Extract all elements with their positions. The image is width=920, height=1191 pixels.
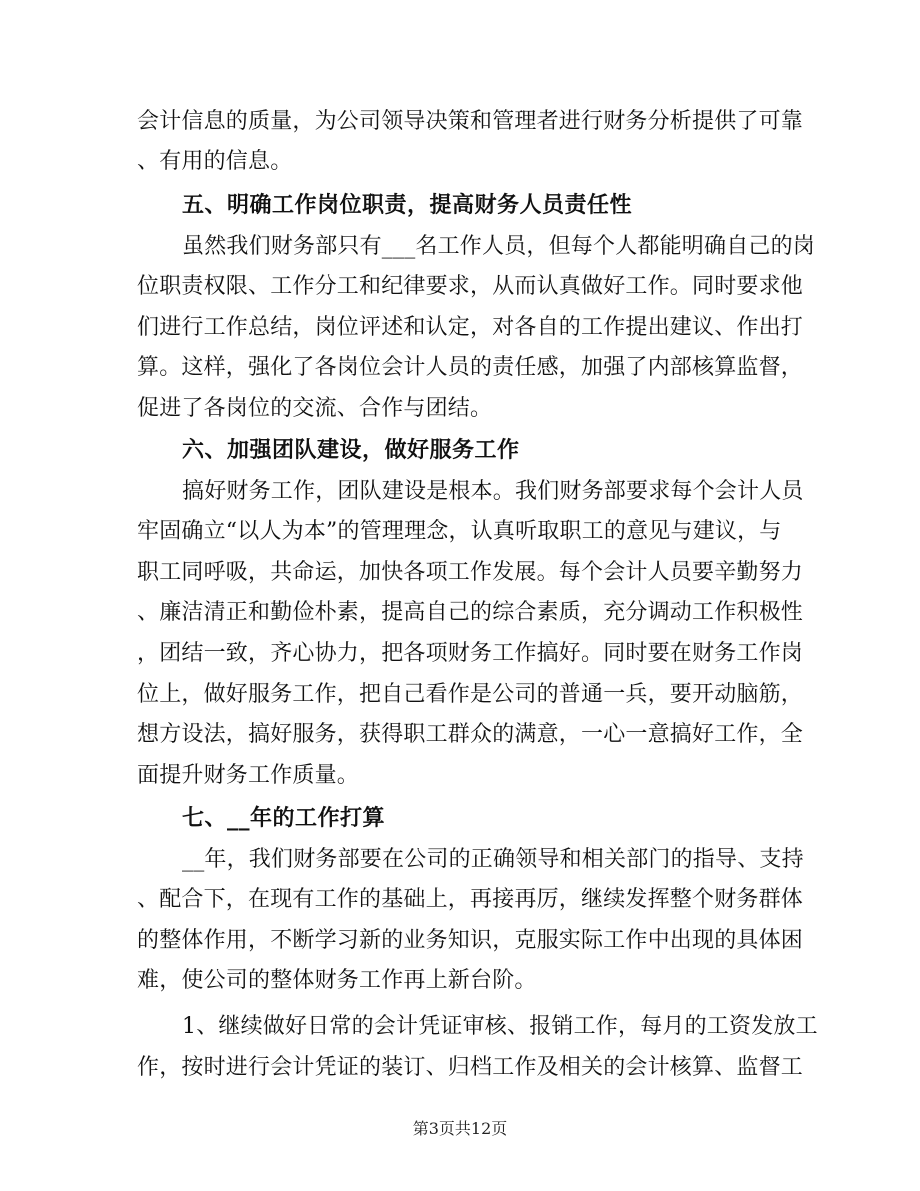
text-line-20: 1、继续做好日常的会计凭证审核、报销工作，每月的工资发放工 — [182, 1014, 818, 1039]
section-heading-7: 七、__年的工作打算 — [182, 805, 386, 831]
text-line-3: 虽然我们财务部只有___名工作人员，但每个人都能明确自己的岗 — [182, 234, 816, 259]
text-line-14: 想方设法，搞好服务，获得职工群众的满意，一心一意搞好工作，全 — [137, 722, 804, 747]
text-line-21: 作，按时进行会计凭证的装订、归档工作及相关的会计核算、监督工 — [137, 1055, 804, 1080]
text-line-15: 面提升财务工作质量。 — [137, 763, 360, 788]
text-line-13: 位上，做好服务工作，把自己看作是公司的普通一兵，要开动脑筋， — [137, 682, 804, 707]
text-line-10: 职工同呼吸，共命运，加快各项工作发展。每个会计人员要辛勤努力 — [137, 560, 804, 585]
text-line-2: 、有用的信息。 — [137, 149, 293, 174]
text-line-12: ，团结一致，齐心协力，把各项财务工作搞好。同时要在财务工作岗 — [137, 641, 804, 666]
section-heading-6: 六、加强团队建设，做好服务工作 — [182, 437, 520, 463]
page-number-footer: 第3页共12页 — [412, 1119, 508, 1138]
text-line-11: 、廉洁清正和勤俭朴素，提高自己的综合素质，充分调动工作积极性 — [137, 600, 804, 625]
text-line-16: __年，我们财务部要在公司的正确领导和相关部门的指导、支持 — [182, 847, 804, 872]
text-line-9: 牢固确立“以人为本”的管理理念，认真听取职工的意见与建议，与 — [137, 519, 782, 544]
text-line-8: 搞好财务工作，团队建设是根本。我们财务部要求每个会计人员 — [182, 479, 804, 504]
text-line-5: 们进行工作总结，岗位评述和认定，对各自的工作提出建议、作出打 — [137, 315, 804, 340]
text-line-7: 促进了各岗位的交流、合作与团结。 — [137, 396, 493, 421]
text-line-4: 位职责权限、工作分工和纪律要求，从而认真做好工作。同时要求他 — [137, 274, 804, 299]
text-line-19: 难，使公司的整体财务工作再上新台阶。 — [137, 968, 537, 993]
text-line-18: 的整体作用，不断学习新的业务知识，克服实际工作中出现的具体困 — [137, 928, 804, 953]
section-heading-5: 五、明确工作岗位职责，提高财务人员责任性 — [182, 192, 633, 218]
text-line-17: 、配合下，在现有工作的基础上，再接再厉，继续发挥整个财务群体 — [137, 887, 804, 912]
text-line-1: 会计信息的质量，为公司领导决策和管理者进行财务分析提供了可靠 — [137, 109, 804, 134]
text-line-6: 算。这样，强化了各岗位会计人员的责任感，加强了内部核算监督， — [137, 355, 804, 380]
